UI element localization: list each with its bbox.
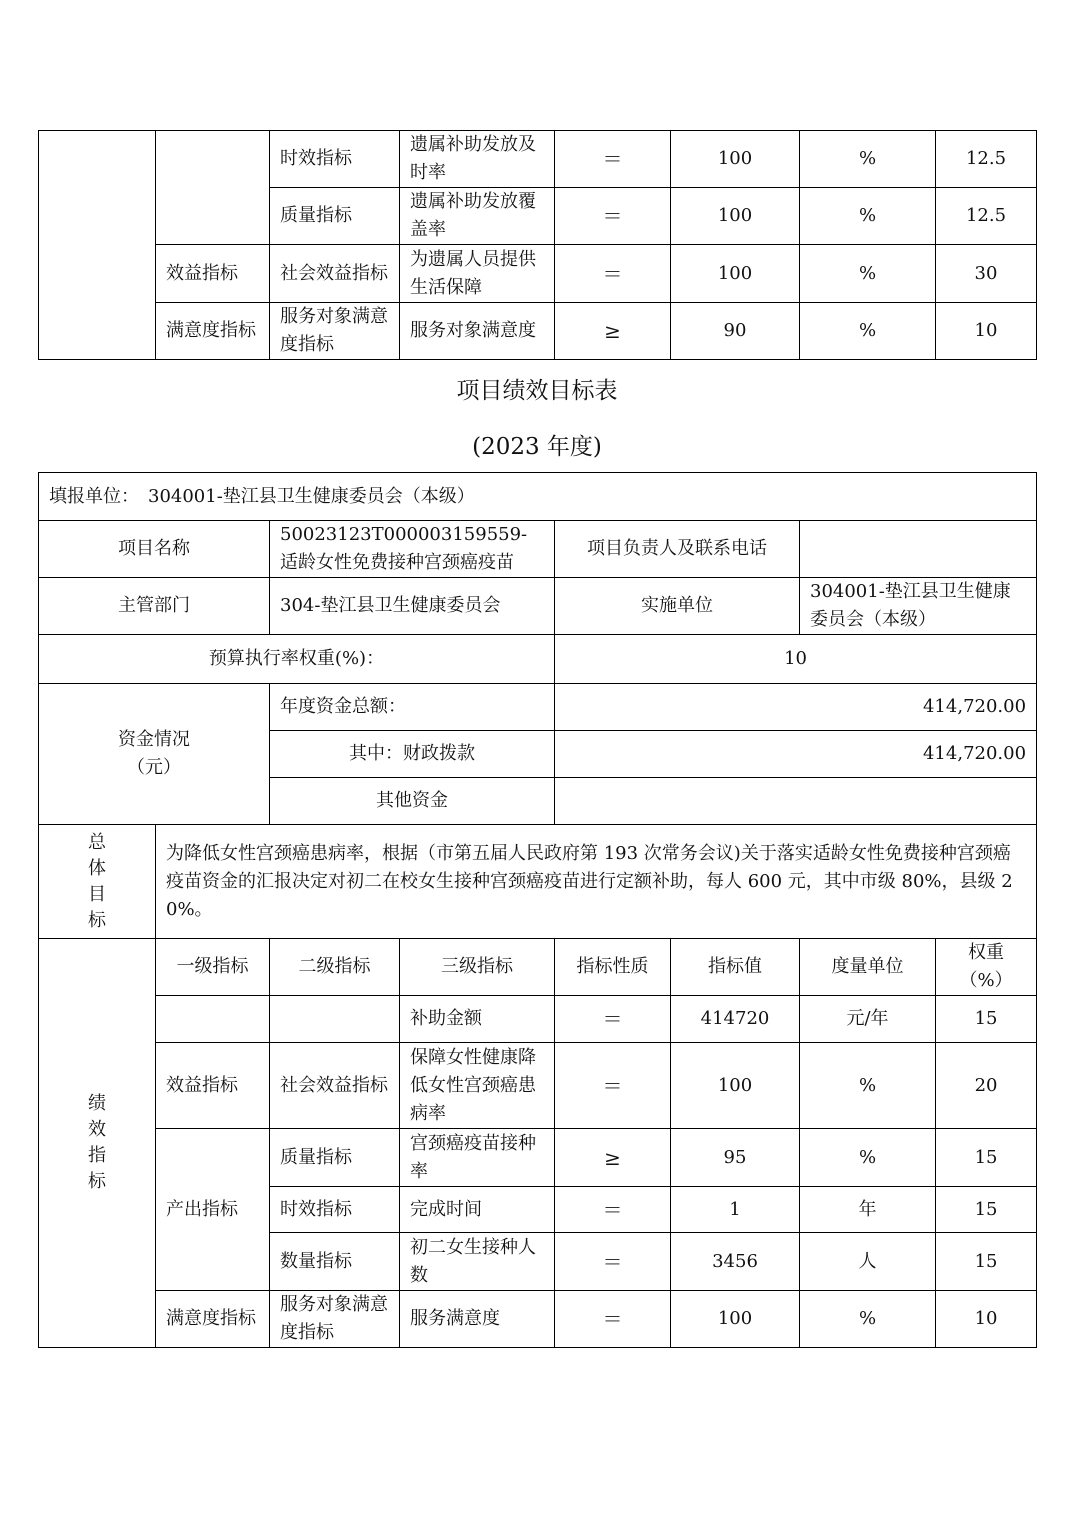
fiscal-value: 414,720.00	[555, 731, 1037, 778]
table-row	[39, 1043, 1037, 1129]
contact-value	[800, 521, 1037, 578]
dept-label: 主管部门	[39, 578, 270, 635]
weight-cell: 15	[936, 996, 1037, 1043]
table-row	[39, 939, 1037, 996]
annual-total-value: 414,720.00	[555, 684, 1037, 731]
table-row	[39, 1129, 1037, 1187]
nature-cell: ≥	[555, 1129, 671, 1187]
level2-cell: 时效指标	[270, 1187, 400, 1233]
unit-cell: %	[800, 1043, 936, 1129]
level1-cell: 产出指标	[156, 1129, 270, 1291]
level2-cell: 社会效益指标	[270, 245, 400, 303]
annual-total-label: 年度资金总额：	[270, 684, 555, 731]
unit-cell: %	[800, 131, 936, 188]
level3-cell: 保障女性健康降低女性宫颈癌患病率	[400, 1043, 555, 1129]
value-cell: 100	[671, 1043, 800, 1129]
overall-goal-text: 为降低女性宫颈癌患病率，根据（市第五届人民政府第 193 次常务会议)关于落实适龄女性免费接种宫颈癌疫苗资金的汇报决定对初二在校女生接种宫颈癌疫苗进行定额补助，每人 600 元，其中市级 80%，县级 20%。	[156, 825, 1037, 939]
level1-cell	[156, 996, 270, 1043]
nature-cell: ＝	[555, 188, 671, 245]
year-subtitle: (2023 年度)	[472, 434, 602, 460]
weight-cell: 20	[936, 1043, 1037, 1129]
other-funds-label: 其他资金	[270, 778, 555, 825]
level3-cell: 初二女生接种人数	[400, 1233, 555, 1291]
header-weight: 权重（%）	[936, 939, 1037, 996]
level2-cell: 服务对象满意度指标	[270, 1291, 400, 1348]
empty-cell	[156, 131, 270, 245]
contact-label: 项目负责人及联系电话	[555, 521, 800, 578]
impl-label: 实施单位	[555, 578, 800, 635]
table-row	[39, 521, 1037, 578]
level1-cell: 效益指标	[156, 1043, 270, 1129]
value-cell: 100	[671, 1291, 800, 1348]
funds-label-cell	[39, 684, 270, 825]
goal-label-char: 总	[88, 831, 106, 853]
weight-cell: 12.5	[936, 188, 1037, 245]
goal-label-char: 体	[88, 857, 106, 879]
metrics-side-label	[39, 939, 156, 1348]
side-label-char: 效	[88, 1119, 106, 1140]
table-row	[39, 996, 1037, 1043]
level3-cell: 补助金额	[400, 996, 555, 1043]
level1-cell: 效益指标	[156, 245, 270, 303]
nature-cell: ＝	[555, 1043, 671, 1129]
fiscal-label: 其中：财政拨款	[270, 731, 555, 778]
nature-cell: ＝	[555, 1291, 671, 1348]
value-cell: 90	[671, 303, 800, 360]
nature-cell: ≥	[555, 303, 671, 360]
value-cell: 3456	[671, 1233, 800, 1291]
nature-cell: ＝	[555, 1233, 671, 1291]
nature-cell: ＝	[555, 245, 671, 303]
header-level3: 三级指标	[400, 939, 555, 996]
level3-cell: 宫颈癌疫苗接种率	[400, 1129, 555, 1187]
table-row	[39, 825, 1037, 939]
level3-cell: 遗属补助发放覆盖率	[400, 188, 555, 245]
weight-cell: 15	[936, 1129, 1037, 1187]
table-row	[39, 635, 1037, 684]
side-label-char: 指	[88, 1145, 106, 1166]
value-cell: 95	[671, 1129, 800, 1187]
project-name-value: 50023123T000003159559-适龄女性免费接种宫颈癌疫苗	[270, 521, 555, 578]
funds-label: 资金情况	[118, 729, 190, 750]
table-row	[39, 131, 1037, 188]
level2-cell: 时效指标	[270, 131, 400, 188]
weight-cell: 12.5	[936, 131, 1037, 188]
side-label-char: 绩	[88, 1093, 106, 1114]
unit-cell: 人	[800, 1233, 936, 1291]
level2-cell: 社会效益指标	[270, 1043, 400, 1129]
unit-cell: %	[800, 303, 936, 360]
impl-value: 304001-垫江县卫生健康委员会（本级）	[800, 578, 1037, 635]
budget-weight-label: 预算执行率权重(%)：	[39, 635, 555, 684]
prior-metrics-table	[38, 130, 1037, 360]
value-cell: 100	[671, 131, 800, 188]
dept-value: 304-垫江县卫生健康委员会	[270, 578, 555, 635]
nature-cell: ＝	[555, 996, 671, 1043]
table-row	[39, 684, 1037, 731]
header-value: 指标值	[671, 939, 800, 996]
weight-cell: 10	[936, 1291, 1037, 1348]
fill-unit-cell: 填报单位： 304001-垫江县卫生健康委员会（本级）	[39, 473, 1037, 521]
overall-goal-label	[39, 825, 156, 939]
weight-cell: 15	[936, 1233, 1037, 1291]
level2-cell: 质量指标	[270, 1129, 400, 1187]
level2-cell: 数量指标	[270, 1233, 400, 1291]
other-funds-value	[555, 778, 1037, 825]
level2-cell: 质量指标	[270, 188, 400, 245]
table-row	[39, 473, 1037, 521]
unit-cell: 元/年	[800, 996, 936, 1043]
nature-cell: ＝	[555, 131, 671, 188]
level2-cell: 服务对象满意度指标	[270, 303, 400, 360]
weight-cell: 15	[936, 1187, 1037, 1233]
header-nature: 指标性质	[555, 939, 671, 996]
table-row	[39, 245, 1037, 303]
empty-cell	[39, 131, 156, 360]
level3-cell: 服务对象满意度	[400, 303, 555, 360]
value-cell: 1	[671, 1187, 800, 1233]
weight-cell: 30	[936, 245, 1037, 303]
unit-cell: %	[800, 245, 936, 303]
level3-cell: 完成时间	[400, 1187, 555, 1233]
performance-target-table	[38, 472, 1037, 1348]
level2-cell	[270, 996, 400, 1043]
header-level1: 一级指标	[156, 939, 270, 996]
page-title: 项目绩效目标表	[456, 378, 618, 404]
unit-cell: %	[800, 188, 936, 245]
level3-cell: 遗属补助发放及时率	[400, 131, 555, 188]
unit-cell: %	[800, 1291, 936, 1348]
value-cell: 100	[671, 188, 800, 245]
goal-label-char: 标	[88, 909, 106, 931]
level3-cell: 服务满意度	[400, 1291, 555, 1348]
level1-cell: 满意度指标	[156, 1291, 270, 1348]
value-cell: 414720	[671, 996, 800, 1043]
side-label-char: 标	[88, 1171, 106, 1192]
header-unit: 度量单位	[800, 939, 936, 996]
header-level2: 二级指标	[270, 939, 400, 996]
table-row	[39, 578, 1037, 635]
table-row	[39, 303, 1037, 360]
project-name-label: 项目名称	[39, 521, 270, 578]
level3-cell: 为遗属人员提供生活保障	[400, 245, 555, 303]
value-cell: 100	[671, 245, 800, 303]
unit-cell: 年	[800, 1187, 936, 1233]
goal-label-char: 目	[88, 883, 106, 905]
nature-cell: ＝	[555, 1187, 671, 1233]
unit-cell: %	[800, 1129, 936, 1187]
level1-cell: 满意度指标	[156, 303, 270, 360]
funds-unit: （元）	[127, 757, 181, 778]
table-row	[39, 1291, 1037, 1348]
budget-weight-value: 10	[555, 635, 1037, 684]
weight-cell: 10	[936, 303, 1037, 360]
